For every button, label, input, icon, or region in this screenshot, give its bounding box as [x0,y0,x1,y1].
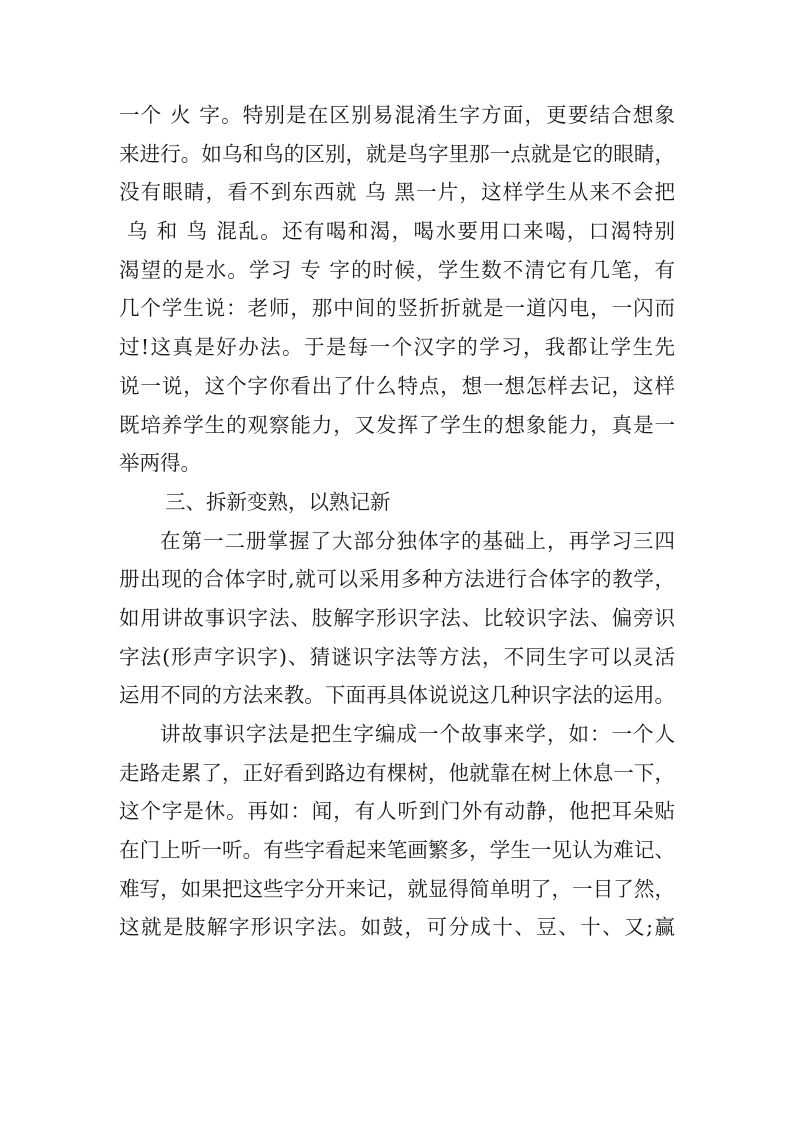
text-line: 在门上听一听。有些字看起来笔画繁多，学生一见认为难记、 [119,838,675,863]
text-line: 过!这真是好办法。于是每一个汉字的学习，我都让学生先 [119,335,675,360]
text-line: 走路走累了，正好看到路边有棵树，他就靠在树上休息一下， [119,760,675,785]
text-line: 这个字是休。再如：闻，有人听到门外有动静，他把耳朵贴 [119,799,675,824]
text-line: 难写，如果把这些字分开来记，就显得简单明了，一目了然， [119,876,675,901]
paragraph-start-line: 在第一二册掌握了大部分独体字的基础上，再学习三四 [160,528,675,553]
text-line: 几个学生说：老师，那中间的竖折折就是一道闪电，一闪而 [119,296,675,321]
document-body [119,96,675,947]
text-line: 举两得。 [119,451,201,476]
text-line: 运用不同的方法来教。下面再具体说说这几种识字法的运用。 [119,683,675,708]
text-line: 乌 和 鸟 混乱。还有喝和渴，喝水要用口来喝，口渴特别 [119,219,675,244]
text-line: 册出现的合体字时,就可以采用多种方法进行合体字的教学， [119,567,675,592]
text-line: 如用讲故事识字法、肢解字形识字法、比较识字法、偏旁识 [119,605,675,630]
text-line: 一个 火 字。特别是在区别易混淆生字方面，更要结合想象 [119,103,675,127]
text-line: 渴望的是水。学习 专 字的时候，学生数不清它有几笔，有 [119,257,675,282]
text-line: 字法(形声字识字)、猜谜识字法等方法，不同生字可以灵活 [119,644,675,669]
text-line: 来进行。如乌和鸟的区别，就是鸟字里那一点就是它的眼睛， [119,141,675,166]
text-line: 既培养学生的观察能力，又发挥了学生的想象能力，真是一 [119,412,675,437]
paragraph-start-line: 讲故事识字法是把生字编成一个故事来学，如：一个人 [160,722,675,746]
text-line: 没有眼睛，看不到东西就 乌 黑一片，这样学生从来不会把 [119,180,675,205]
text-line: 说一说，这个字你看出了什么特点，想一想怎样去记，这样 [119,373,675,398]
text-line: 这就是肢解字形识字法。如鼓，可分成十、豆、十、又;赢 [119,915,675,940]
section-heading: 三、拆新变熟，以熟记新 [165,489,391,514]
